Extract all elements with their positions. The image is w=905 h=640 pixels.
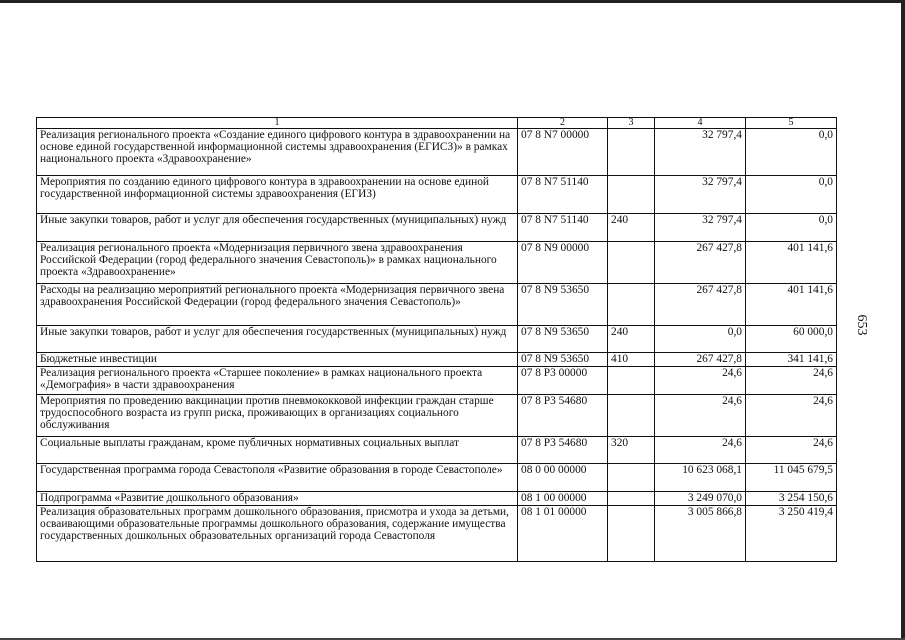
row-expense-type — [608, 242, 655, 284]
row-code: 07 8 N9 53650 — [518, 353, 608, 367]
column-header: 4 — [655, 118, 746, 129]
row-expense-type: 320 — [608, 437, 655, 464]
row-code: 07 8 N9 00000 — [518, 242, 608, 284]
row-expense-type — [608, 367, 655, 395]
row-sum-2: 3 254 150,6 — [746, 492, 837, 506]
row-code: 07 8 N7 51140 — [518, 214, 608, 242]
row-sum-1: 3 249 070,0 — [655, 492, 746, 506]
table-row — [37, 492, 837, 506]
row-code: 08 1 01 00000 — [518, 506, 608, 562]
row-name: Расходы на реализацию мероприятий регионального проекта «Модернизация первичного звена здравоохранения Российской Федерации (город федерального значения Севастополь)» — [37, 284, 518, 326]
row-sum-1: 32 797,4 — [655, 176, 746, 214]
row-code: 08 0 00 00000 — [518, 464, 608, 492]
row-expense-type: 240 — [608, 214, 655, 242]
row-name: Мероприятия по созданию единого цифрового контура в здравоохранении на основе единой государственной информационной системы здравоохранения (ЕГИЗ) — [37, 176, 518, 214]
row-name: Реализация регионального проекта «Модернизация первичного звена здравоохранения Российской Федерации (город федерального значения Севастополь)» в рамках национального проекта «Здравоохранение» — [37, 242, 518, 284]
row-name: Реализация образовательных программ дошкольного образования, присмотра и ухода за детьми, осваивающими образовательные программы дошкольного образования, содержание имущества государственных дошкольных образовательных организаций города Севастополя — [37, 506, 518, 562]
row-sum-1: 32 797,4 — [655, 214, 746, 242]
scan-edge-right — [901, 0, 905, 640]
table-row — [37, 506, 837, 562]
row-code: 07 8 P3 54680 — [518, 395, 608, 437]
row-sum-1: 267 427,8 — [655, 284, 746, 326]
row-sum-2: 341 141,6 — [746, 353, 837, 367]
table-row — [37, 214, 837, 242]
row-sum-2: 0,0 — [746, 129, 837, 176]
row-sum-2: 3 250 419,4 — [746, 506, 837, 562]
row-name: Иные закупки товаров, работ и услуг для обеспечения государственных (муниципальных) нужд — [37, 214, 518, 242]
row-code: 07 8 N7 51140 — [518, 176, 608, 214]
column-header: 5 — [746, 118, 837, 129]
row-code: 08 1 00 00000 — [518, 492, 608, 506]
row-sum-2: 24,6 — [746, 395, 837, 437]
column-header: 2 — [518, 118, 608, 129]
budget-table — [36, 117, 837, 562]
row-expense-type: 410 — [608, 353, 655, 367]
row-sum-2: 401 141,6 — [746, 242, 837, 284]
row-code: 07 8 N9 53650 — [518, 326, 608, 353]
row-name: Реализация регионального проекта «Старшее поколение» в рамках национального проекта «Демография» в части здравоохранения — [37, 367, 518, 395]
column-number-row — [37, 118, 837, 129]
row-sum-2: 401 141,6 — [746, 284, 837, 326]
table-row — [37, 367, 837, 395]
row-sum-1: 24,6 — [655, 437, 746, 464]
row-expense-type — [608, 464, 655, 492]
table-row — [37, 326, 837, 353]
row-expense-type: 240 — [608, 326, 655, 353]
table-row — [37, 242, 837, 284]
row-code: 07 8 N9 53650 — [518, 284, 608, 326]
row-expense-type — [608, 129, 655, 176]
row-sum-1: 3 005 866,8 — [655, 506, 746, 562]
row-expense-type — [608, 395, 655, 437]
row-name: Государственная программа города Севастополя «Развитие образования в городе Севастополе» — [37, 464, 518, 492]
row-sum-1: 24,6 — [655, 395, 746, 437]
row-sum-2: 0,0 — [746, 214, 837, 242]
row-sum-1: 0,0 — [655, 326, 746, 353]
row-expense-type — [608, 506, 655, 562]
row-sum-2: 11 045 679,5 — [746, 464, 837, 492]
table-row — [37, 437, 837, 464]
page-number: 653 — [854, 314, 869, 336]
row-expense-type — [608, 284, 655, 326]
row-name: Бюджетные инвестиции — [37, 353, 518, 367]
table-row — [37, 176, 837, 214]
row-name: Мероприятия по проведению вакцинации против пневмококковой инфекции граждан старше трудоспособного возраста из групп риска, проживающих в организациях социального обслуживания — [37, 395, 518, 437]
row-name: Реализация регионального проекта «Создание единого цифрового контура в здравоохранении на основе единой государственной информационной системы здравоохранения (ЕГИСЗ)» в рамках национального проекта «Здравоохранение» — [37, 129, 518, 176]
row-code: 07 8 N7 00000 — [518, 129, 608, 176]
row-sum-1: 267 427,8 — [655, 353, 746, 367]
column-header: 3 — [608, 118, 655, 129]
row-sum-2: 60 000,0 — [746, 326, 837, 353]
row-expense-type — [608, 176, 655, 214]
table-row — [37, 395, 837, 437]
table-row — [37, 353, 837, 367]
row-code: 07 8 P3 54680 — [518, 437, 608, 464]
scan-edge-top — [0, 0, 905, 3]
column-header: 1 — [37, 118, 518, 129]
row-sum-1: 10 623 068,1 — [655, 464, 746, 492]
row-sum-2: 0,0 — [746, 176, 837, 214]
table-row — [37, 284, 837, 326]
row-sum-2: 24,6 — [746, 437, 837, 464]
row-sum-1: 32 797,4 — [655, 129, 746, 176]
row-code: 07 8 P3 00000 — [518, 367, 608, 395]
table-row — [37, 464, 837, 492]
row-name: Подпрограмма «Развитие дошкольного образования» — [37, 492, 518, 506]
row-sum-1: 24,6 — [655, 367, 746, 395]
row-sum-2: 24,6 — [746, 367, 837, 395]
table-row — [37, 129, 837, 176]
row-name: Социальные выплаты гражданам, кроме публичных нормативных социальных выплат — [37, 437, 518, 464]
row-sum-1: 267 427,8 — [655, 242, 746, 284]
row-name: Иные закупки товаров, работ и услуг для обеспечения государственных (муниципальных) нужд — [37, 326, 518, 353]
row-expense-type — [608, 492, 655, 506]
